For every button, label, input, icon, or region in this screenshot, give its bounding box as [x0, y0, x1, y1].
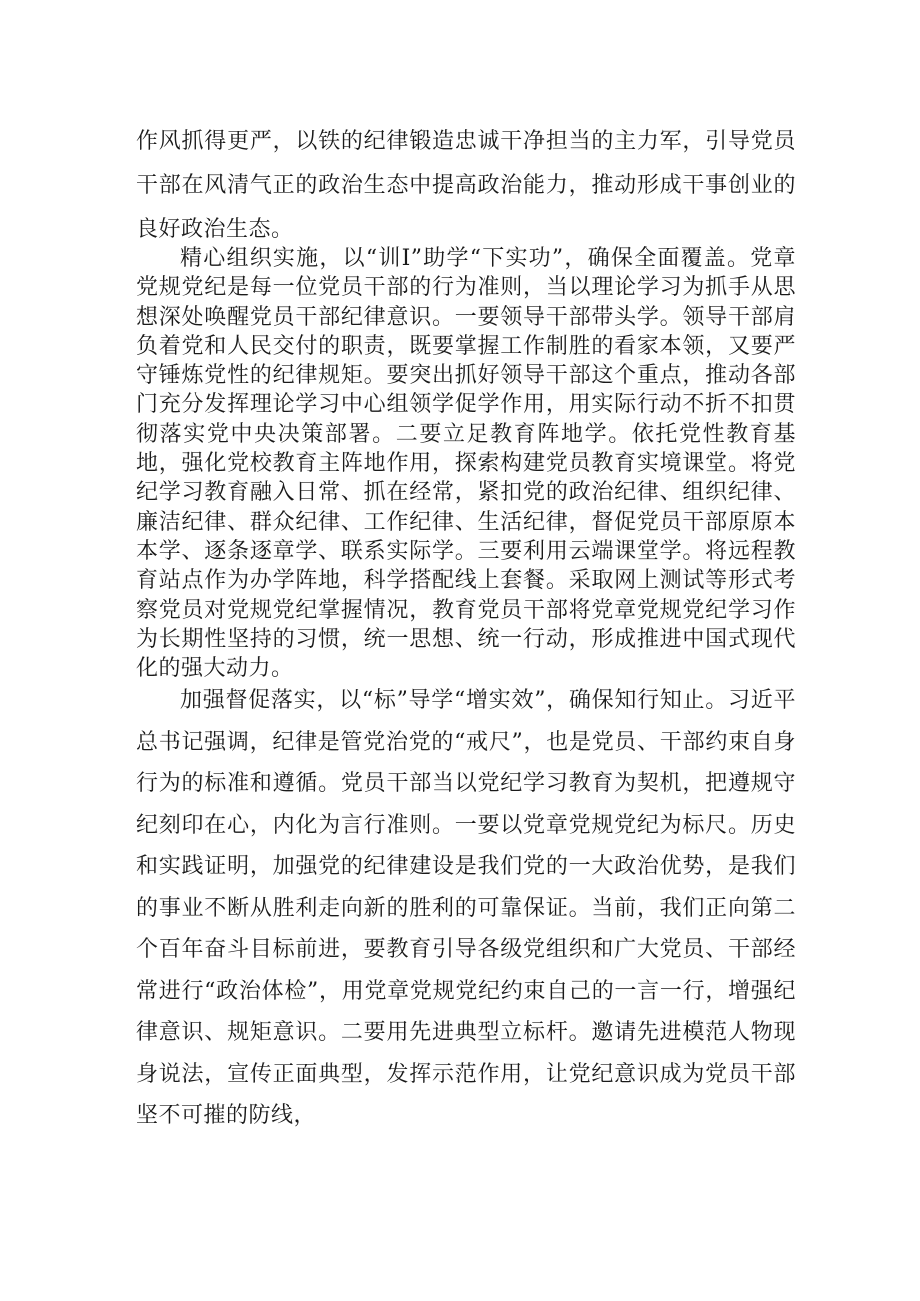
paragraph-continuation: 作风抓得更严，以铁的纪律锻造忠诚干净担当的主力军，引导党员干部在风清气正的政治生态中提高政治能力，推动形成干事创业的良好政治生态。 [136, 129, 796, 242]
paragraph-organize-implementation: 精心组织实施，以“训I”助学“下实功”，确保全面覆盖。党章党规党纪是每一位党员干部的行为准则，当以理论学习为抓手从思想深处唤醒党员干部纪律意识。一要领导干部带头学。领导干部肩负着党和人民交付的职责，既要掌握工作制胜的看家本领，又要严守锤炼党性的纪律规矩。要突出抓好领导干部这个重点，推动各部门充分发挥理论学习中心组领学促学作用，用实际行动不折不扣贯彻落实党中央决策部署。二要立足教育阵地学。依托党性教育基地，强化党校教育主阵地作用，探索构建党员教育实境课堂。将党纪学习教育融入日常、抓在经常，紧扣党的政治纪律、组织纪律、廉洁纪律、群众纪律、工作纪律、生活纪律，督促党员干部原原本本学、逐条逐章学、联系实际学。三要利用云端课堂学。将远程教育站点作为办学阵地，科学搭配线上套餐。采取网上测试等形式考察党员对党规党纪掌握情况，教育党员干部将党章党规党纪学习作为长期性坚持的习惯，统一思想、统一行动，形成推进中国式现代化的强大动力。 [136, 246, 796, 682]
paragraph-supervise-implementation: 加强督促落实，以“标”导学“增实效”，确保知行知止。习近平总书记强调，纪律是管党治党的“戒尺”，也是党员、干部约束自身行为的标准和遵循。党员干部当以党纪学习教育为契机，把遵规守纪刻印在心，内化为言行准则。一要以党章党规党纪为标尺。历史和实践证明，加强党的纪律建设是我们党的一大政治优势，是我们的事业不断从胜利走向新的胜利的可靠保证。当前，我们正向第二个百年奋斗目标前进，要教育引导各级党组织和广大党员、干部经常进行“政治体检”，用党章党规党纪约束自己的一言一行，增强纪律意识、规矩意识。二要用先进典型立标杆。邀请先进模范人物现身说法，宣传正面典型，发挥示范作用，让党纪意识成为党员干部坚不可摧的防线， [136, 688, 796, 1128]
